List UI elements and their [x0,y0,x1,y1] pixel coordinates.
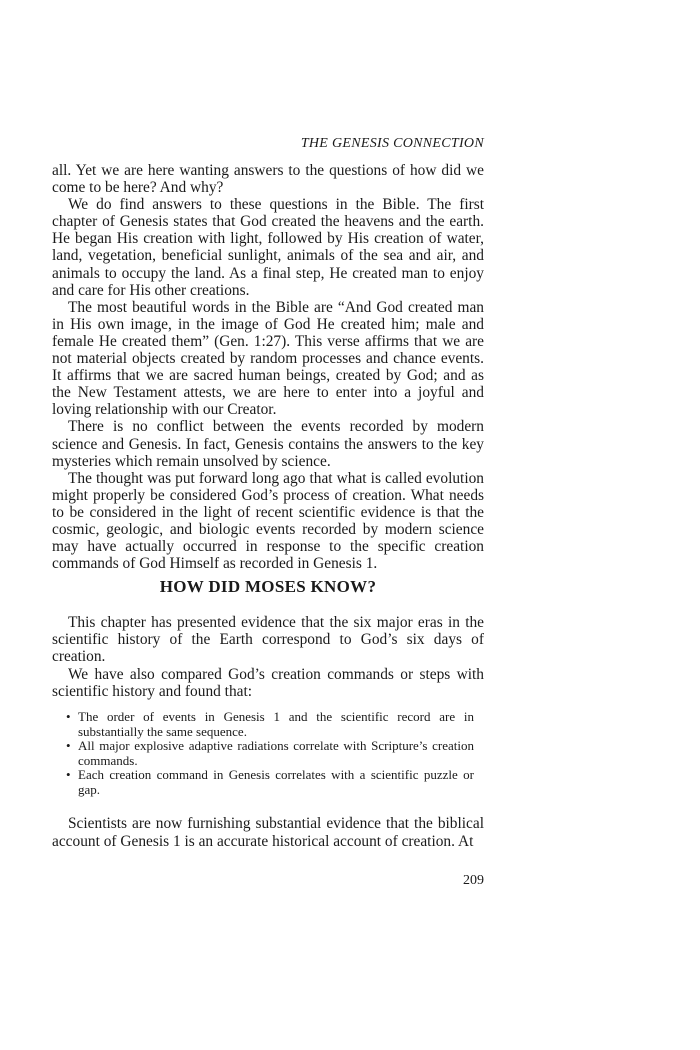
paragraph: This chapter has presented evidence that the six major eras in the scientific history of the Earth correspond to God’s six days of creation. [52,614,484,666]
bullet-icon: • [66,738,71,754]
section-heading: HOW DID MOSES KNOW? [159,577,377,596]
paragraph: The most beautiful words in the Bible are “And God created man in His own image, in the image of God He created him; male and female He created them” (Gen. 1:27). This verse affirms that we are not material objects created by random processes and chance events. It affirms that we are sacred human beings, created by God; and as the New Testament attests, we are here to enter into a joyful and loving relationship with our Creator. [52,298,484,419]
page-number: 209 [463,873,484,888]
bullet-icon: • [66,767,71,783]
list-item [66,710,474,739]
section-text [52,614,484,700]
list-item-text: All major explosive adaptive radiations correlate with Scripture’s creation commands. [78,738,474,768]
bullet-list [66,710,474,798]
list-item-text: The order of events in Genesis 1 and the scientific record are in substantially the same sequence. [78,709,474,739]
list-item [66,739,474,768]
paragraph: We have also compared God’s creation commands or steps with scientific history and found that: [52,665,484,700]
running-head: THE GENESIS CONNECTION [300,136,484,151]
closing-text [52,815,484,850]
paragraph: There is no conflict between the events recorded by modern science and Genesis. In fact, Genesis contains the answers to the key mysteries which remain unsolved by science. [52,418,484,470]
bullet-icon: • [66,709,71,724]
paragraph: Scientists are now furnishing substantial evidence that the biblical account of Genesis 1 is an accurate historical account of creation. At [52,815,484,850]
paragraph: all. Yet we are here wanting answers to the questions of how did we come to be here? And why? [52,162,484,197]
paragraph: We do find answers to these questions in the Bible. The first chapter of Genesis states that God created the heavens and the earth. He began His creation with light, followed by His creation of water, land, vegetation, beneficial sunlight, animals of the sea and air, and animals to occupy the land. As a final step, He created man to enjoy and care for His other creations. [52,196,484,299]
body-text [52,162,484,572]
paragraph: The thought was put forward long ago that what is called evolution might properly be considered God’s process of creation. What needs to be considered in the light of recent scientific evidence is that the cosmic, geologic, and biologic events recorded by modern science may have actually occurred in response to the specific creation commands of God Himself as recorded in Genesis 1. [52,469,484,573]
book-page [52,0,484,1050]
list-item [66,768,474,797]
list-item-text: Each creation command in Genesis correlates with a scientific puzzle or gap. [78,767,474,797]
